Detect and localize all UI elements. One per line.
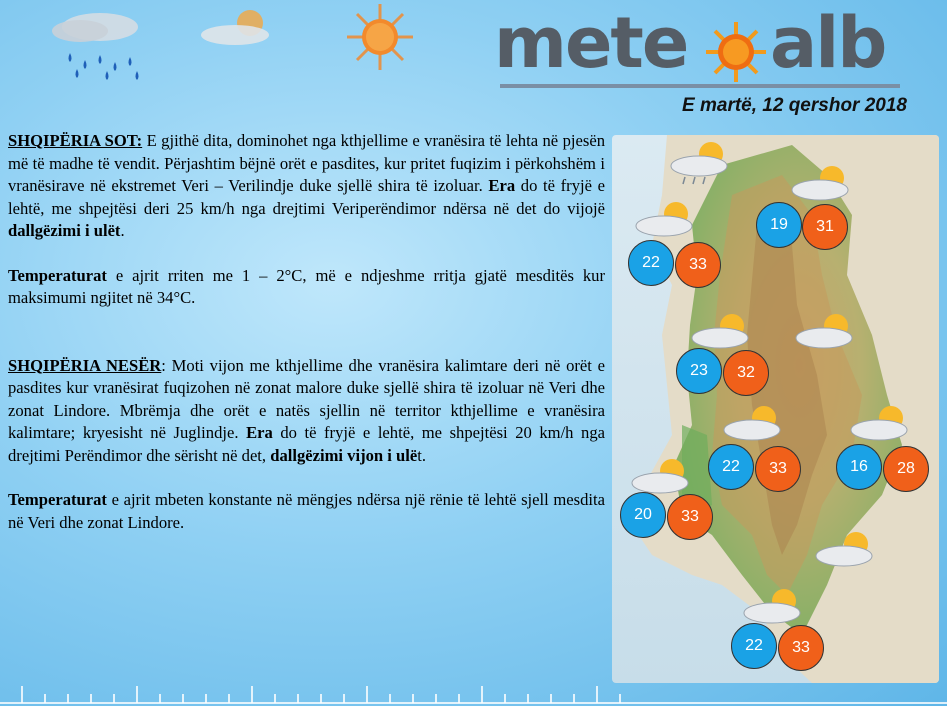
meteoalb-logo [494, 2, 914, 88]
tomorrow-temp-text: e ajrit mbeten konstante në mëngjes ndërsa një rënie të lehtë sjell mesdita në Veri dhe zonat Lindore. [8, 490, 605, 532]
tomorrow-paragraph [8, 355, 605, 468]
today-paragraph [8, 130, 605, 243]
partly-cloudy-icon [792, 310, 862, 356]
partly-cloudy-icon [720, 402, 790, 448]
sun-icon [345, 2, 415, 72]
partly-cloudy-icon [632, 198, 702, 244]
partly-cloudy-icon [788, 162, 858, 208]
today-text-3: . [120, 221, 125, 240]
tomorrow-temp-paragraph [8, 489, 605, 534]
ruler-decoration [0, 676, 947, 706]
logo-text-mete: mete [494, 2, 688, 84]
min-temp-badge: 22 [708, 444, 754, 490]
tomorrow-text-3: t. [417, 445, 427, 465]
today-text-2: do të fryjë e lehtë, me shpejtësi deri 25 km/h nga drejtimi Veriperëndimor ndërsa në det do vijojë [8, 176, 605, 218]
min-temp-badge: 19 [756, 202, 802, 248]
tomorrow-text-2: do të fryjë e lehtë, me shpejtësi 20 km/h nga drejtimi Perëndimor dhe sërisht në det, [8, 423, 605, 465]
logo-text-alb: alb [770, 2, 886, 84]
rain-cloud-icon [45, 5, 150, 83]
logo-sun-icon [706, 22, 766, 82]
max-temp-badge: 33 [675, 242, 721, 288]
tomorrow-text-1: Moti vijon me kthjellime dhe vranësira kalimtare deri në orët e pasdites kur vranësirat fuqizohen në zonat malore duke sjellë shira të izoluar në Veri dhe zonat Lindore. Mbrëmja dhe orët e natës sjellin në territor kthjellime e vranësira kalimtare; kryesisht në Juglindje. [8, 355, 605, 442]
today-heading: SHQIPËRIA SOT: [8, 131, 143, 150]
logo-underline [500, 84, 900, 88]
today-temp-text: e ajrit rriten me 1 – 2°C, më e ndjeshme rritja gjatë mesditës kur maksimumi ngjitet në 34°C. [8, 265, 605, 307]
today-waves-label: dallgëzimi i ulët [8, 221, 121, 240]
max-temp-badge: 33 [667, 494, 713, 540]
forecast-date: E martë, 12 qershor 2018 [682, 95, 907, 116]
forecast-text [8, 130, 605, 534]
max-temp-badge: 31 [802, 204, 848, 250]
today-temp-paragraph [8, 265, 605, 310]
partly-cloudy-rain-icon [667, 140, 737, 186]
tomorrow-wind-label: Era [246, 423, 273, 442]
today-wind-label: Era [488, 176, 516, 195]
max-temp-badge: 33 [778, 625, 824, 671]
min-temp-badge: 20 [620, 492, 666, 538]
partly-cloudy-icon [195, 5, 285, 50]
partly-cloudy-icon [847, 402, 917, 448]
today-text-1: E gjithë dita, dominohet nga kthjellime e vranësira të lehta në pjesën më të madhe të vendit. Përjashtim bëjnë orët e pasdites, kur pritet fuqizim i përkohshëm i vranësirave në ekstremet Veri – Verilindje duke sjellë shira të izoluar. [8, 131, 605, 195]
tomorrow-colon: : [161, 355, 166, 375]
tomorrow-temp-label: Temperaturat [8, 490, 107, 509]
max-temp-badge: 32 [723, 350, 769, 396]
max-temp-badge: 28 [883, 446, 929, 492]
min-temp-badge: 23 [676, 348, 722, 394]
tomorrow-waves-label: dallgëzimi vijon i ulë [270, 445, 418, 465]
min-temp-badge: 22 [628, 240, 674, 286]
partly-cloudy-icon [812, 528, 882, 574]
min-temp-badge: 22 [731, 623, 777, 669]
max-temp-badge: 33 [755, 446, 801, 492]
today-temp-label: Temperaturat [8, 265, 107, 285]
min-temp-badge: 16 [836, 444, 882, 490]
tomorrow-heading: SHQIPËRIA NESËR [8, 355, 162, 375]
